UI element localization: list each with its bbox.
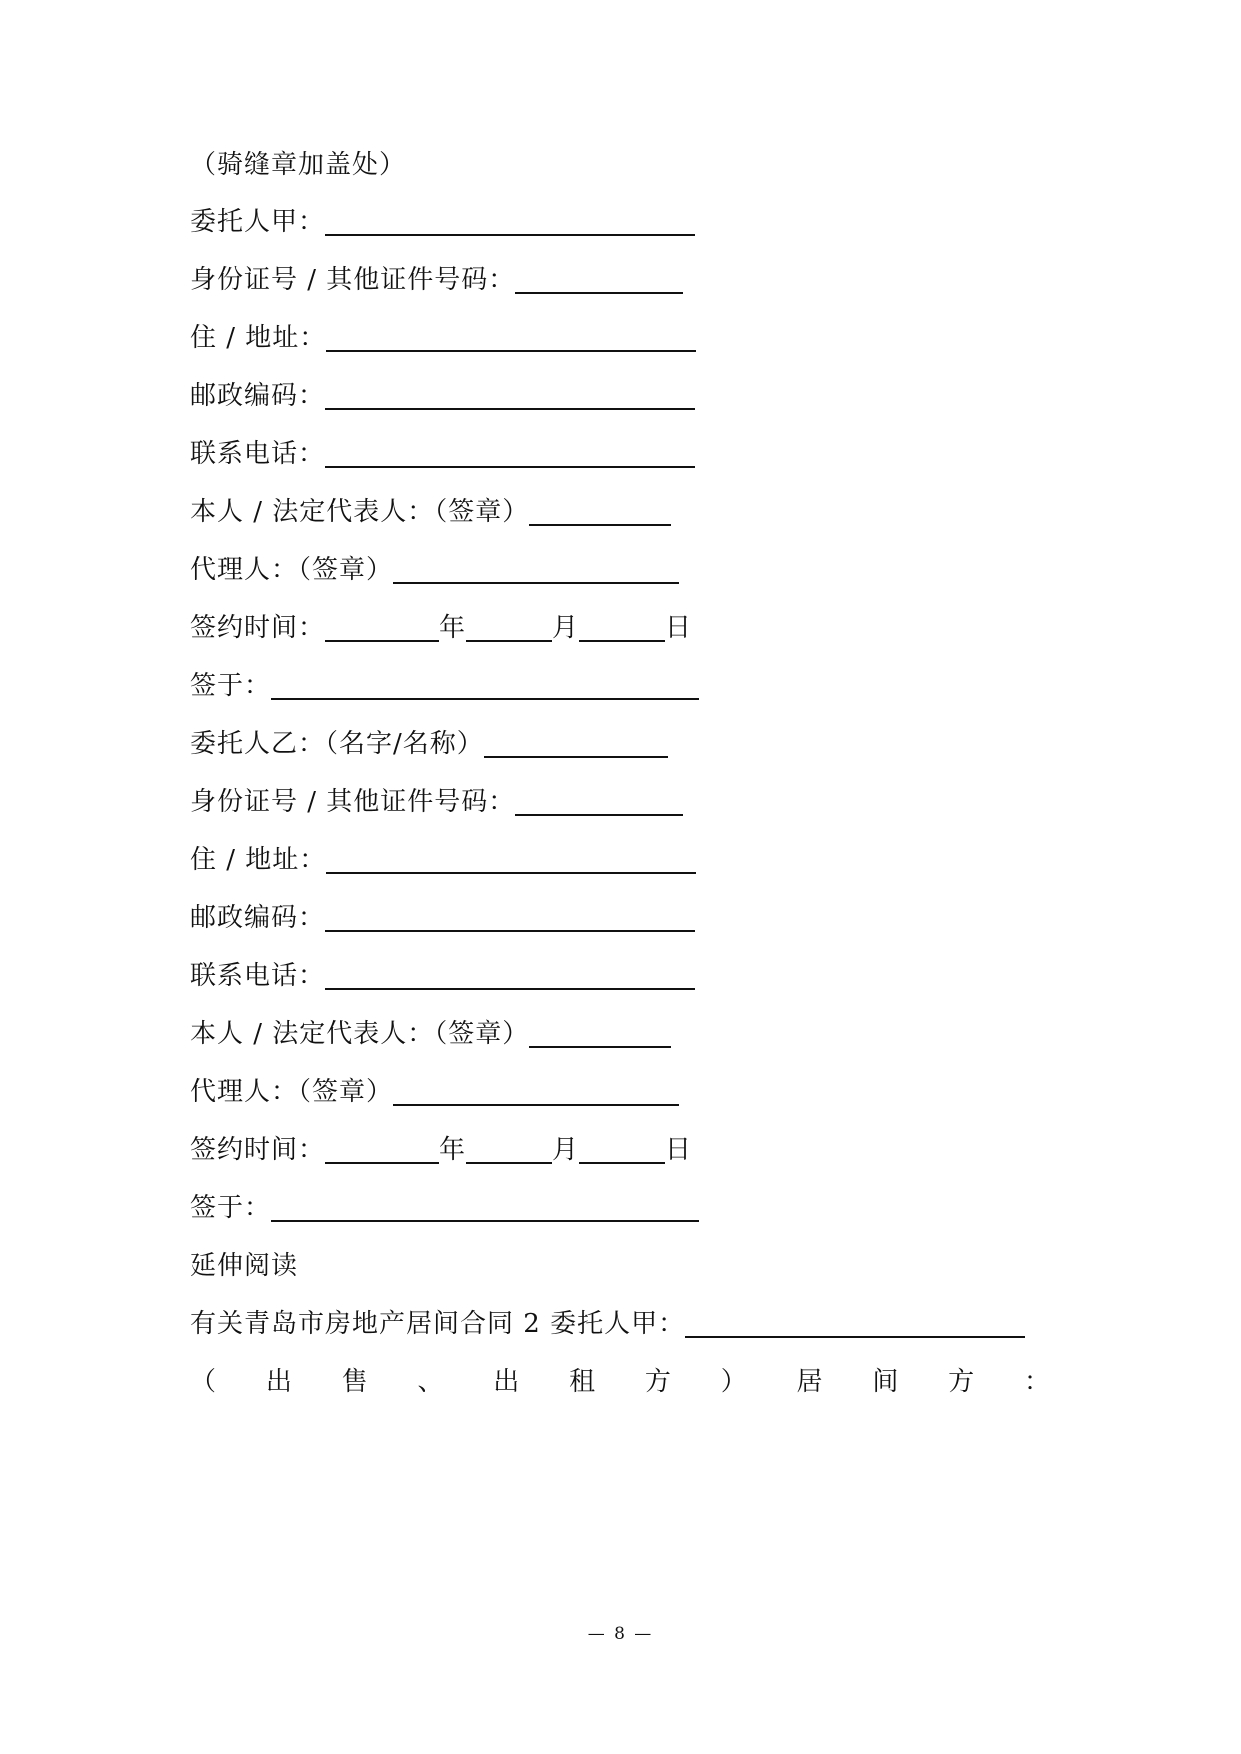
party-a-postal-blank[interactable]	[325, 378, 695, 410]
spread-char: （	[190, 1367, 217, 1397]
party-a-phone-blank[interactable]	[325, 436, 695, 468]
party-b-day-label: 日	[665, 1135, 693, 1165]
spread-char: 方	[948, 1367, 975, 1397]
party-b-phone-row	[190, 956, 695, 996]
related-party-a-blank[interactable]	[685, 1306, 1025, 1338]
spread-char: ）	[720, 1367, 747, 1397]
party-a-id-label: 身份证号 / 其他证件号码：	[190, 265, 516, 295]
party-a-title: 委托人甲：	[190, 207, 326, 237]
party-a-sign-time-label: 签约时间：	[190, 613, 326, 643]
party-b-name-blank[interactable]	[484, 726, 668, 758]
party-b-signed-at-label: 签于：	[190, 1193, 272, 1223]
party-b-self-rep-blank[interactable]	[529, 1016, 671, 1048]
party-a-postal-row	[190, 376, 695, 416]
party-a-address-blank[interactable]	[326, 320, 696, 352]
party-b-self-rep-row	[190, 1014, 671, 1054]
party-a-month-blank[interactable]	[466, 610, 552, 642]
party-a-postal-label: 邮政编码：	[190, 381, 326, 411]
related-contract-title: 有关青岛市房地产居间合同 2 委托人甲：	[190, 1309, 686, 1339]
party-a-id-blank[interactable]	[515, 262, 683, 294]
spread-char: 租	[569, 1367, 596, 1397]
party-b-title-row	[190, 724, 668, 764]
party-b-agent-label: 代理人：（签章）	[190, 1077, 394, 1107]
party-a-day-label: 日	[665, 613, 693, 643]
party-a-phone-label: 联系电话：	[190, 439, 326, 469]
party-a-month-label: 月	[552, 613, 580, 643]
party-a-signed-at-row	[190, 666, 699, 706]
party-a-self-rep-label: 本人 / 法定代表人：（签章）	[190, 497, 530, 527]
spread-char: 间	[872, 1367, 899, 1397]
party-b-title: 委托人乙：（名字/名称）	[190, 729, 484, 759]
party-a-agent-blank[interactable]	[393, 552, 679, 584]
party-b-month-label: 月	[552, 1135, 580, 1165]
spread-char: 出	[265, 1367, 292, 1397]
party-a-sign-time-row	[190, 608, 692, 648]
party-b-self-rep-label: 本人 / 法定代表人：（签章）	[190, 1019, 530, 1049]
party-b-phone-label: 联系电话：	[190, 961, 326, 991]
party-b-address-label: 住 / 地址：	[190, 845, 327, 875]
spread-char: 方	[644, 1367, 671, 1397]
party-b-address-blank[interactable]	[326, 842, 696, 874]
party-a-name-blank[interactable]	[325, 204, 695, 236]
spread-char: ：	[1023, 1367, 1050, 1397]
party-b-year-blank[interactable]	[325, 1132, 439, 1164]
party-a-day-blank[interactable]	[579, 610, 665, 642]
intermediary-party-row	[190, 1362, 1050, 1402]
party-b-sign-time-row	[190, 1130, 692, 1170]
related-contract-row	[190, 1304, 1025, 1344]
party-b-phone-blank[interactable]	[325, 958, 695, 990]
party-b-postal-blank[interactable]	[325, 900, 695, 932]
party-a-signed-at-label: 签于：	[190, 671, 272, 701]
party-a-address-row	[190, 318, 696, 358]
party-a-id-row	[190, 260, 683, 300]
page-number: — 8 —	[587, 1624, 654, 1644]
party-b-address-row	[190, 840, 696, 880]
spread-char: 售	[341, 1367, 368, 1397]
party-b-year-label: 年	[439, 1135, 467, 1165]
spread-char: 出	[493, 1367, 520, 1397]
party-a-signed-at-blank[interactable]	[271, 668, 699, 700]
party-a-title-row	[190, 202, 695, 242]
party-b-postal-row	[190, 898, 695, 938]
party-a-agent-row	[190, 550, 679, 590]
party-a-year-blank[interactable]	[325, 610, 439, 642]
party-b-agent-blank[interactable]	[393, 1074, 679, 1106]
party-b-signed-at-row	[190, 1188, 699, 1228]
party-b-signed-at-blank[interactable]	[271, 1190, 699, 1222]
party-a-phone-row	[190, 434, 695, 474]
extended-reading-heading: 延伸阅读	[190, 1251, 299, 1281]
spread-char: 、	[417, 1367, 444, 1397]
party-b-id-blank[interactable]	[515, 784, 683, 816]
spread-char: 居	[796, 1367, 823, 1397]
party-a-year-label: 年	[439, 613, 467, 643]
party-b-sign-time-label: 签约时间：	[190, 1135, 326, 1165]
party-b-month-blank[interactable]	[466, 1132, 552, 1164]
party-b-day-blank[interactable]	[579, 1132, 665, 1164]
party-a-agent-label: 代理人：（签章）	[190, 555, 394, 585]
party-b-agent-row	[190, 1072, 679, 1112]
party-a-address-label: 住 / 地址：	[190, 323, 327, 353]
party-b-postal-label: 邮政编码：	[190, 903, 326, 933]
party-a-self-rep-blank[interactable]	[529, 494, 671, 526]
party-a-self-rep-row	[190, 492, 671, 532]
seal-note: （骑缝章加盖处）	[190, 150, 407, 180]
party-b-id-label: 身份证号 / 其他证件号码：	[190, 787, 516, 817]
party-b-id-row	[190, 782, 683, 822]
